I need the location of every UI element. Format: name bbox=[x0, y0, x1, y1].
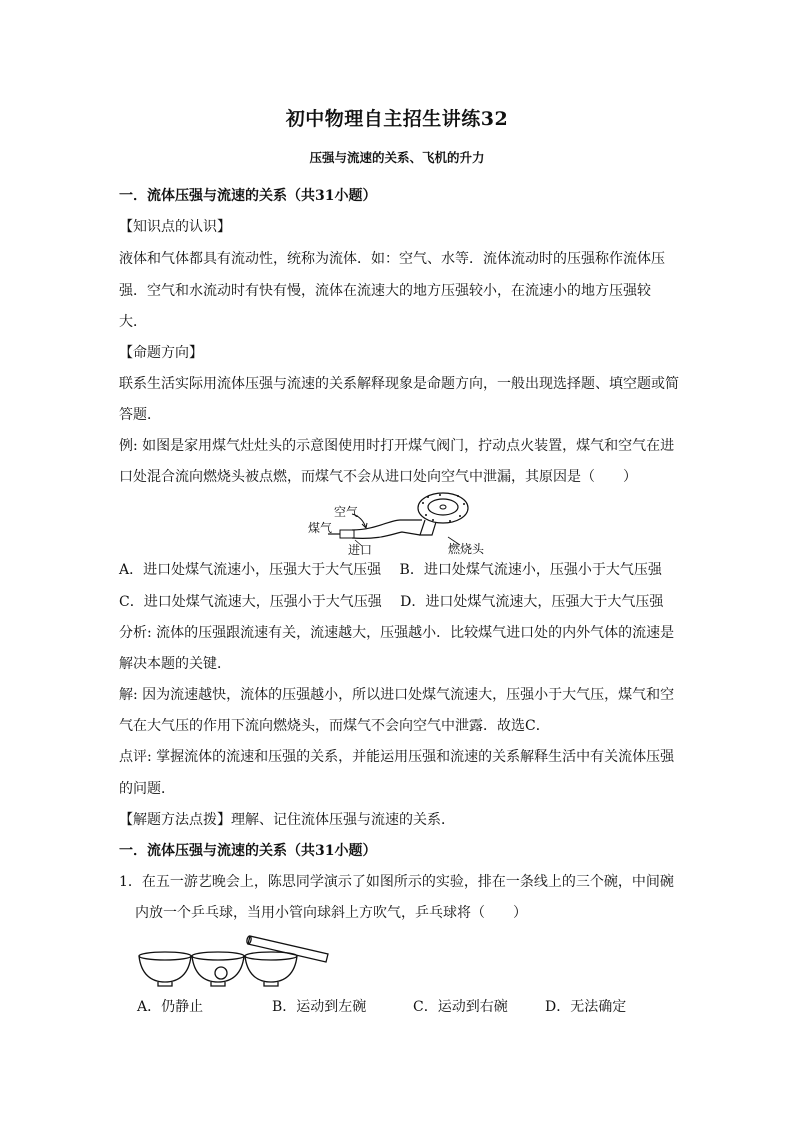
example-line: 口处混合流向燃烧头被点燃，而煤气不会从进口处向空气中泄漏，其原因是（ ） bbox=[119, 469, 637, 485]
question-1-line: 1．在五一游艺晚会上，陈思同学演示了如图所示的实验，排在一条线上的三个碗，中间碗 bbox=[119, 874, 674, 890]
burner-outer-ring bbox=[418, 493, 468, 523]
option-c: C．运动到右碗 bbox=[413, 999, 508, 1015]
label-gas: 煤气 bbox=[308, 521, 333, 535]
knowledge-line: 液体和气体都具有流动性，统称为流体．如：空气、水等．流体流动时的压强称作流体压 bbox=[119, 251, 665, 267]
mixing-pipe-bottom bbox=[352, 532, 420, 538]
comment-line: 的问题． bbox=[119, 781, 175, 797]
label-burner: 燃烧头 bbox=[448, 542, 485, 556]
middle-bowl-rim bbox=[192, 952, 244, 960]
option-d: D．无法确定 bbox=[545, 999, 627, 1015]
section-heading-repeat: 一．流体压强与流速的关系（共31小题） bbox=[119, 843, 377, 859]
solution-line: 气在大气压的作用下流向燃烧头，而煤气不会向空气中泄露．故选C． bbox=[119, 718, 550, 734]
analysis-line: 解决本题的关键． bbox=[119, 656, 231, 672]
burner-inner-ring bbox=[428, 499, 458, 515]
knowledge-line: 强．空气和水流动时有快有慢，流体在流速大的地方压强较小，在流速小的地方压强较 bbox=[119, 283, 651, 299]
method-line: 【解题方法点拨】理解、记住流体压强与流速的关系． bbox=[119, 812, 455, 828]
blowing-straw bbox=[248, 936, 328, 962]
burner-center bbox=[440, 505, 446, 509]
label-inlet: 进口 bbox=[348, 543, 373, 557]
example-line: 例: 如图是家用煤气灶灶头的示意图使用时打开煤气阀门，拧动点火装置，煤气和空气在进 bbox=[119, 438, 675, 454]
left-bowl-rim bbox=[139, 952, 191, 960]
inlet-tube bbox=[340, 530, 354, 538]
option-b: B．运动到左碗 bbox=[272, 999, 367, 1015]
comment-line: 点评: 掌握流体的流速和压强的关系，并能运用压强和流速的关系解释生活中有关流体压强 bbox=[119, 749, 675, 765]
ping-pong-ball bbox=[215, 967, 227, 979]
direction-line: 联系生活实际用流体压强与流速的关系解释现象是命题方向，一般出现选择题、填空题或简 bbox=[119, 376, 679, 392]
page-subtitle: 压强与流速的关系、飞机的升力 bbox=[309, 150, 485, 165]
solution-line: 解: 因为流速越快，流体的压强越小，所以进口处煤气流速大，压强小于大气压，煤气和空 bbox=[119, 687, 675, 703]
analysis-line: 分析: 流体的压强跟流速有关，流速越大，压强越小．比较煤气进口处的内外气体的流速是 bbox=[119, 625, 675, 641]
example-option-line: C．进口处煤气流速大，压强小于大气压强 D．进口处煤气流速大，压强大于大气压强 bbox=[119, 594, 664, 610]
gas-stove-figure bbox=[300, 490, 500, 558]
option-a: A．仍静止 bbox=[137, 999, 204, 1015]
direction-line: 答题． bbox=[119, 407, 161, 423]
knowledge-line: 大． bbox=[119, 314, 147, 330]
example-option-line: A．进口处煤气流速小，压强大于大气压强 B．进口处煤气流速小，压强小于大气压强 bbox=[119, 562, 662, 578]
question-1-line: 内放一个乒乓球，当用小管向球斜上方吹气，乒乓球将（ ） bbox=[135, 905, 527, 921]
page-title: 初中物理自主招生讲练32 bbox=[285, 108, 509, 130]
direction-tag: 【命题方向】 bbox=[119, 345, 203, 361]
section-heading: 一．流体压强与流速的关系（共31小题） bbox=[119, 188, 377, 204]
label-air: 空气 bbox=[334, 505, 359, 519]
knowledge-tag: 【知识点的认识】 bbox=[119, 219, 231, 235]
three-bowls-figure bbox=[136, 930, 336, 992]
